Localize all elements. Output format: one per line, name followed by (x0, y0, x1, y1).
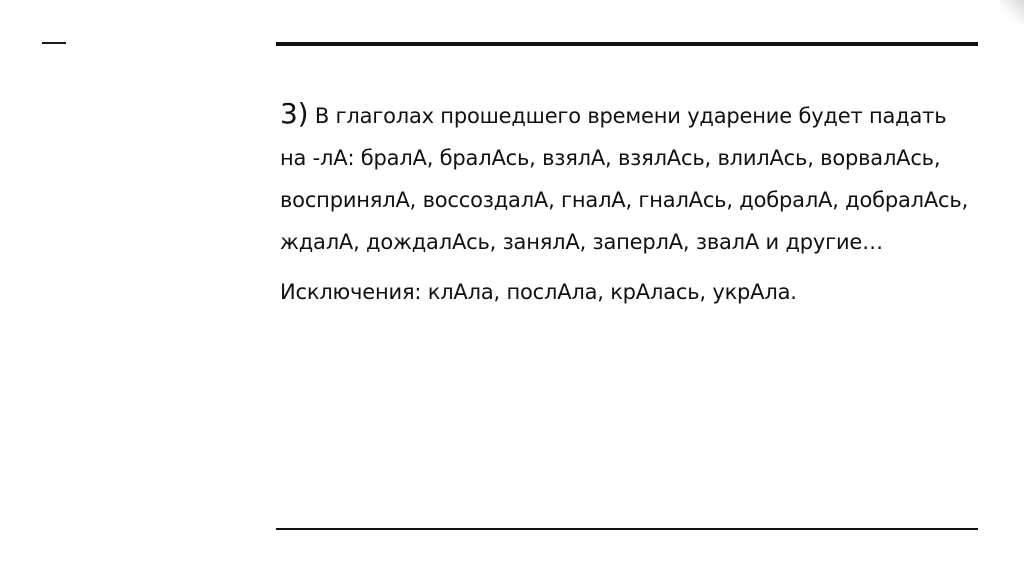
rule-number: 3) (280, 97, 309, 130)
rule-paragraph (280, 93, 970, 263)
dash-mark (42, 42, 66, 44)
exceptions-paragraph: Исключения: клАла, послАла, крАлась, укрАла. (280, 280, 797, 304)
page-corner-shade (1000, 0, 1024, 24)
bottom-divider (276, 528, 978, 530)
slide-content (280, 93, 970, 313)
rule-text: В глаголах прошедшего времени ударение будет падать на -лА: бралА, бралАсь, взялА, взялАсь, влилАсь, ворвалАсь, воспринялА, воссоздалА, гналА, гналАсь, добралА, добралАсь, ждалА, дождалАсь, занялА, заперлА, звалА и другие… (280, 104, 969, 254)
top-divider (276, 42, 978, 46)
